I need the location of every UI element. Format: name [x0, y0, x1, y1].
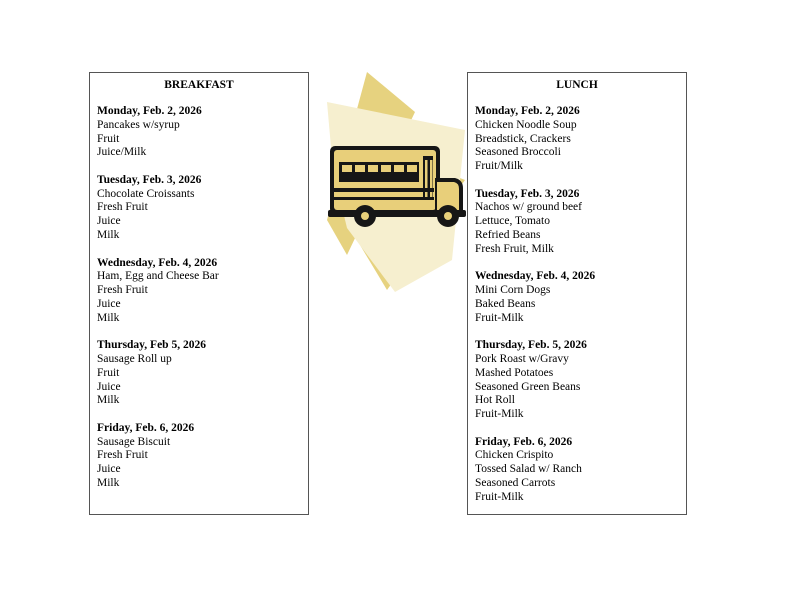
menu-item: Chicken Noodle Soup — [475, 118, 577, 131]
menu-item: Milk — [97, 311, 120, 324]
menu-item: Fruit — [97, 366, 120, 379]
menu-item: Seasoned Broccoli — [475, 146, 561, 159]
menu-item: Nachos w/ ground beef — [475, 201, 582, 214]
breakfast-day-0 — [97, 105, 301, 160]
day-heading: Wednesday, Feb. 4, 2026 — [475, 270, 596, 283]
lunch-title: LUNCH — [556, 79, 598, 91]
lunch-menu-box — [467, 72, 687, 515]
menu-item: Fresh Fruit, Milk — [475, 242, 554, 255]
breakfast-day-1 — [97, 174, 301, 243]
lunch-day-0 — [475, 105, 679, 174]
menu-item: Breadstick, Crackers — [475, 132, 571, 145]
school-bus-clipart — [327, 70, 467, 295]
day-heading: Thursday, Feb 5, 2026 — [97, 339, 206, 352]
breakfast-title: BREAKFAST — [164, 79, 234, 91]
day-heading: Tuesday, Feb. 3, 2026 — [97, 173, 202, 186]
day-heading: Monday, Feb. 2, 2026 — [97, 105, 202, 117]
lunch-day-1 — [475, 188, 679, 257]
menu-item: Milk — [97, 477, 120, 490]
menu-item: Juice/Milk — [97, 146, 147, 159]
day-heading: Wednesday, Feb. 4, 2026 — [97, 256, 218, 269]
menu-item: Fruit-Milk — [475, 490, 524, 503]
menu-item: Mini Corn Dogs — [475, 284, 551, 297]
menu-item: Mashed Potatoes — [475, 366, 554, 379]
menu-item: Fresh Fruit — [97, 284, 148, 297]
breakfast-day-4 — [97, 422, 301, 491]
menu-item: Sausage Roll up — [97, 353, 172, 366]
menu-item: Chocolate Croissants — [97, 187, 195, 200]
day-heading: Thursday, Feb. 5, 2026 — [475, 339, 587, 352]
menu-item: Milk — [97, 394, 120, 407]
menu-item: Fruit-Milk — [475, 311, 524, 324]
lunch-day-4 — [475, 436, 679, 505]
menu-item: Hot Roll — [475, 394, 515, 407]
menu-item: Chicken Crispito — [475, 449, 554, 462]
day-heading: Tuesday, Feb. 3, 2026 — [475, 187, 580, 200]
menu-item: Seasoned Carrots — [475, 477, 556, 490]
day-heading: Friday, Feb. 6, 2026 — [475, 435, 573, 448]
menu-item: Juice — [97, 380, 121, 393]
menu-item: Fruit/Milk — [475, 160, 523, 173]
menu-item: Ham, Egg and Cheese Bar — [97, 270, 219, 283]
menu-item: Fruit-Milk — [475, 408, 524, 421]
breakfast-menu-box — [89, 72, 309, 515]
menu-item: Pancakes w/syrup — [97, 118, 180, 131]
menu-item: Pork Roast w/Gravy — [475, 353, 569, 366]
menu-item: Fresh Fruit — [97, 201, 148, 214]
menu-item: Milk — [97, 229, 120, 242]
day-heading: Monday, Feb. 2, 2026 — [475, 105, 580, 117]
breakfast-days — [97, 105, 301, 491]
lunch-day-2 — [475, 270, 679, 325]
menu-item: Refried Beans — [475, 229, 541, 242]
lunch-days — [475, 105, 679, 505]
day-heading: Friday, Feb. 6, 2026 — [97, 421, 195, 434]
breakfast-day-2 — [97, 257, 301, 326]
menu-item: Seasoned Green Beans — [475, 380, 581, 393]
menu-item: Sausage Biscuit — [97, 435, 171, 448]
menu-item: Juice — [97, 297, 121, 310]
menu-item: Juice — [97, 215, 121, 228]
breakfast-day-3 — [97, 339, 301, 408]
lunch-day-3 — [475, 339, 679, 422]
menu-item: Tossed Salad w/ Ranch — [475, 463, 582, 476]
menu-item: Lettuce, Tomato — [475, 215, 550, 228]
menu-item: Fruit — [97, 132, 120, 145]
menu-item: Juice — [97, 463, 121, 476]
menu-item: Baked Beans — [475, 297, 536, 310]
menu-item: Fresh Fruit — [97, 449, 148, 462]
